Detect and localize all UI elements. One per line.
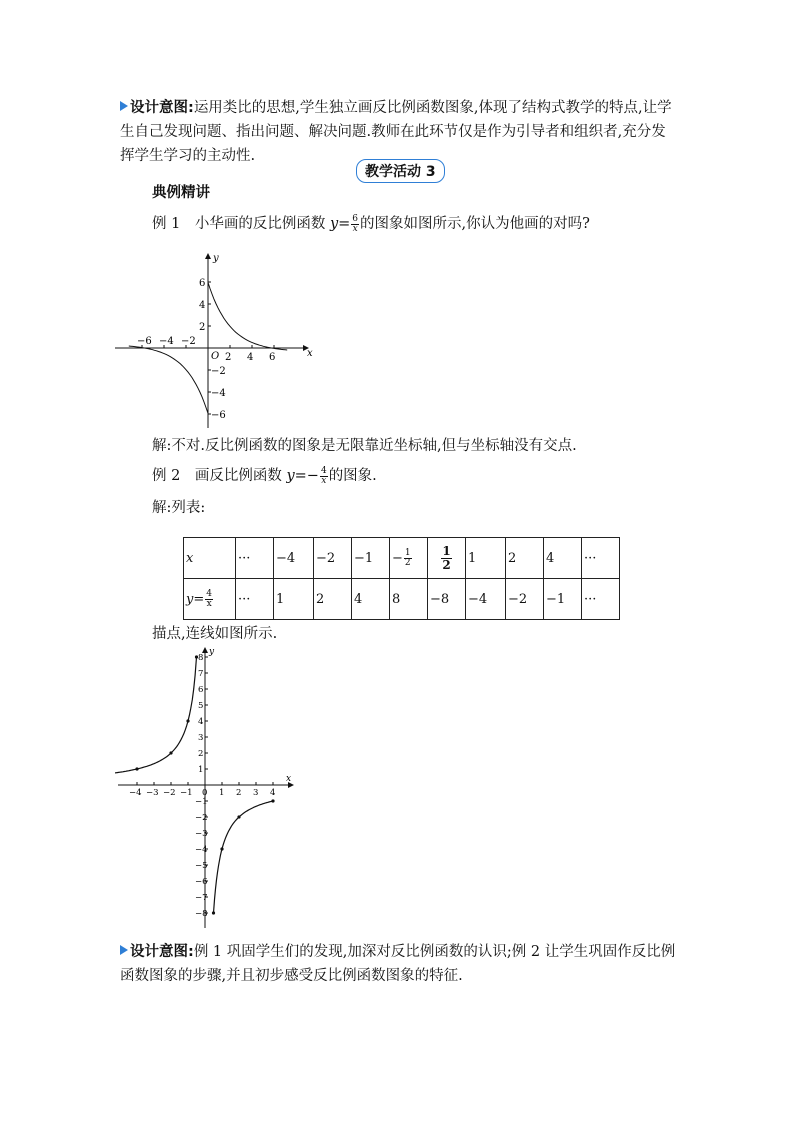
y-axis-label: y xyxy=(213,253,219,264)
curve-branch-upper xyxy=(115,657,197,773)
table-cell: $\frac{1}{2}$ xyxy=(428,538,466,579)
tick-label: 5 xyxy=(198,701,204,711)
activity-title: 教学活动 3 xyxy=(356,159,445,183)
tick-label: 3 xyxy=(253,788,259,798)
origin-label: O xyxy=(211,351,220,362)
table-cell: ··· xyxy=(582,538,620,579)
tick-label: −3 xyxy=(195,829,208,839)
design-intent-2 xyxy=(120,940,676,988)
tick-label: −4 xyxy=(159,336,174,347)
table-cell: −2 xyxy=(506,579,544,620)
tick-label: 1 xyxy=(198,765,204,775)
table-row xyxy=(184,579,620,620)
design-intent-text: 运用类比的思想,学生独立画反比例函数图象,体现了结构式教学的特点,让学生自己发现问题、指出问题、解决问题.教师在此环节仅是作为引导者和组织者,充分发挥学生学习的主动性. xyxy=(120,100,672,164)
triangle-marker-icon xyxy=(120,101,128,111)
tick-label: 2 xyxy=(198,749,204,759)
example-2: 例 2 画反比例函数 y=− $\frac{4}{x}$ 的图象. xyxy=(152,465,377,486)
tick-label: −7 xyxy=(195,893,208,903)
tick-label: 3 xyxy=(198,733,204,743)
table-cell: ··· xyxy=(582,579,620,620)
graph-2 xyxy=(115,645,300,930)
plot-note: 描点,连线如图所示. xyxy=(152,626,278,642)
curve-branch-upper xyxy=(208,283,287,351)
tick-label: −1 xyxy=(180,788,193,798)
tick-label: 6 xyxy=(198,685,204,695)
x-axis-label: x xyxy=(307,348,313,359)
table-cell: 4 xyxy=(352,579,390,620)
table-cell: 8 xyxy=(390,579,428,620)
table-cell: ··· xyxy=(236,538,274,579)
tick-label: −1 xyxy=(195,797,208,807)
tick-label: 2 xyxy=(225,352,232,363)
tick-label: −4 xyxy=(195,845,208,855)
table-row xyxy=(184,538,620,579)
tick-label: 4 xyxy=(247,352,254,363)
table-cell: x xyxy=(184,538,236,579)
table-cell: 2 xyxy=(314,579,352,620)
table-cell: 4 xyxy=(544,538,582,579)
curve-branch-lower xyxy=(214,801,274,913)
graph-1-ticks xyxy=(137,278,275,421)
answer-1: 解:不对.反比例函数的图象是无限靠近坐标轴,但与坐标轴没有交点. xyxy=(152,438,577,454)
plotted-point xyxy=(195,655,198,658)
table-cell: − $\frac{1}{2}$ xyxy=(390,538,428,579)
example-1: 例 1 小华画的反比例函数 y= $\frac{6}{x}$ 的图象如图所示,你认为他画的对吗? xyxy=(152,213,590,234)
tick-label: −2 xyxy=(195,813,208,823)
tick-label: −3 xyxy=(146,788,159,798)
table-cell: y= $\frac{4}{x}$ xyxy=(184,579,236,620)
tick-label: 4 xyxy=(199,300,206,311)
design-intent-label: 设计意图: xyxy=(130,100,194,116)
x-axis-label: x xyxy=(286,774,292,784)
tick-label: 6 xyxy=(269,352,276,363)
plotted-point xyxy=(271,799,274,802)
tick-label: 4 xyxy=(198,717,204,727)
table-cell: 1 xyxy=(274,579,314,620)
graph-1 xyxy=(115,250,320,430)
tick-label: −2 xyxy=(181,336,196,347)
tick-label: −4 xyxy=(129,788,142,798)
plotted-point xyxy=(237,815,240,818)
plotted-point xyxy=(186,719,189,722)
design-intent-1 xyxy=(120,96,676,168)
y-axis-label: y xyxy=(209,647,215,657)
plotted-point xyxy=(135,767,138,770)
table-cell: ··· xyxy=(236,579,274,620)
plotted-point xyxy=(212,911,215,914)
curve-branch-lower xyxy=(129,346,208,413)
tick-label: −2 xyxy=(163,788,176,798)
tick-label: −8 xyxy=(195,909,208,919)
design-intent-label: 设计意图: xyxy=(130,944,194,960)
tick-label: −2 xyxy=(211,366,226,377)
table-cell: −8 xyxy=(428,579,466,620)
table-cell: −1 xyxy=(544,579,582,620)
fraction: $\frac{4}{x}$ xyxy=(320,465,327,486)
table-cell: −2 xyxy=(314,538,352,579)
table-cell: 1 xyxy=(466,538,506,579)
tick-label: 7 xyxy=(198,669,204,679)
fraction: $\frac{6}{x}$ xyxy=(352,213,359,234)
tick-label: −6 xyxy=(195,877,208,887)
tick-label: −4 xyxy=(211,388,226,399)
table-cell: −4 xyxy=(274,538,314,579)
tick-label: 8 xyxy=(198,653,204,663)
table-cell: −1 xyxy=(352,538,390,579)
design-intent-text: 例 1 巩固学生们的发现,加深对反比例函数的认识;例 2 让学生巩固作反比例函数图象的步骤,并且初步感受反比例函数图象的特征. xyxy=(120,944,676,984)
table-cell: −4 xyxy=(466,579,506,620)
tick-label: −6 xyxy=(211,410,226,421)
tick-label: 4 xyxy=(270,788,276,798)
tick-label: 6 xyxy=(199,278,206,289)
tick-label: 2 xyxy=(236,788,242,798)
triangle-marker-icon xyxy=(120,945,128,955)
tick-label: 0 xyxy=(202,788,208,798)
table-cell: 2 xyxy=(506,538,544,579)
plotted-point xyxy=(220,847,223,850)
section-title: 典例精讲 xyxy=(152,185,210,201)
graph-2-ticks xyxy=(129,653,275,919)
tick-label: −6 xyxy=(137,336,152,347)
tick-label: 2 xyxy=(199,322,206,333)
value-table xyxy=(183,537,620,620)
answer-2-intro: 解:列表: xyxy=(152,500,206,516)
tick-label: 1 xyxy=(219,788,225,798)
tick-label: −5 xyxy=(195,861,208,871)
plotted-point xyxy=(169,751,172,754)
